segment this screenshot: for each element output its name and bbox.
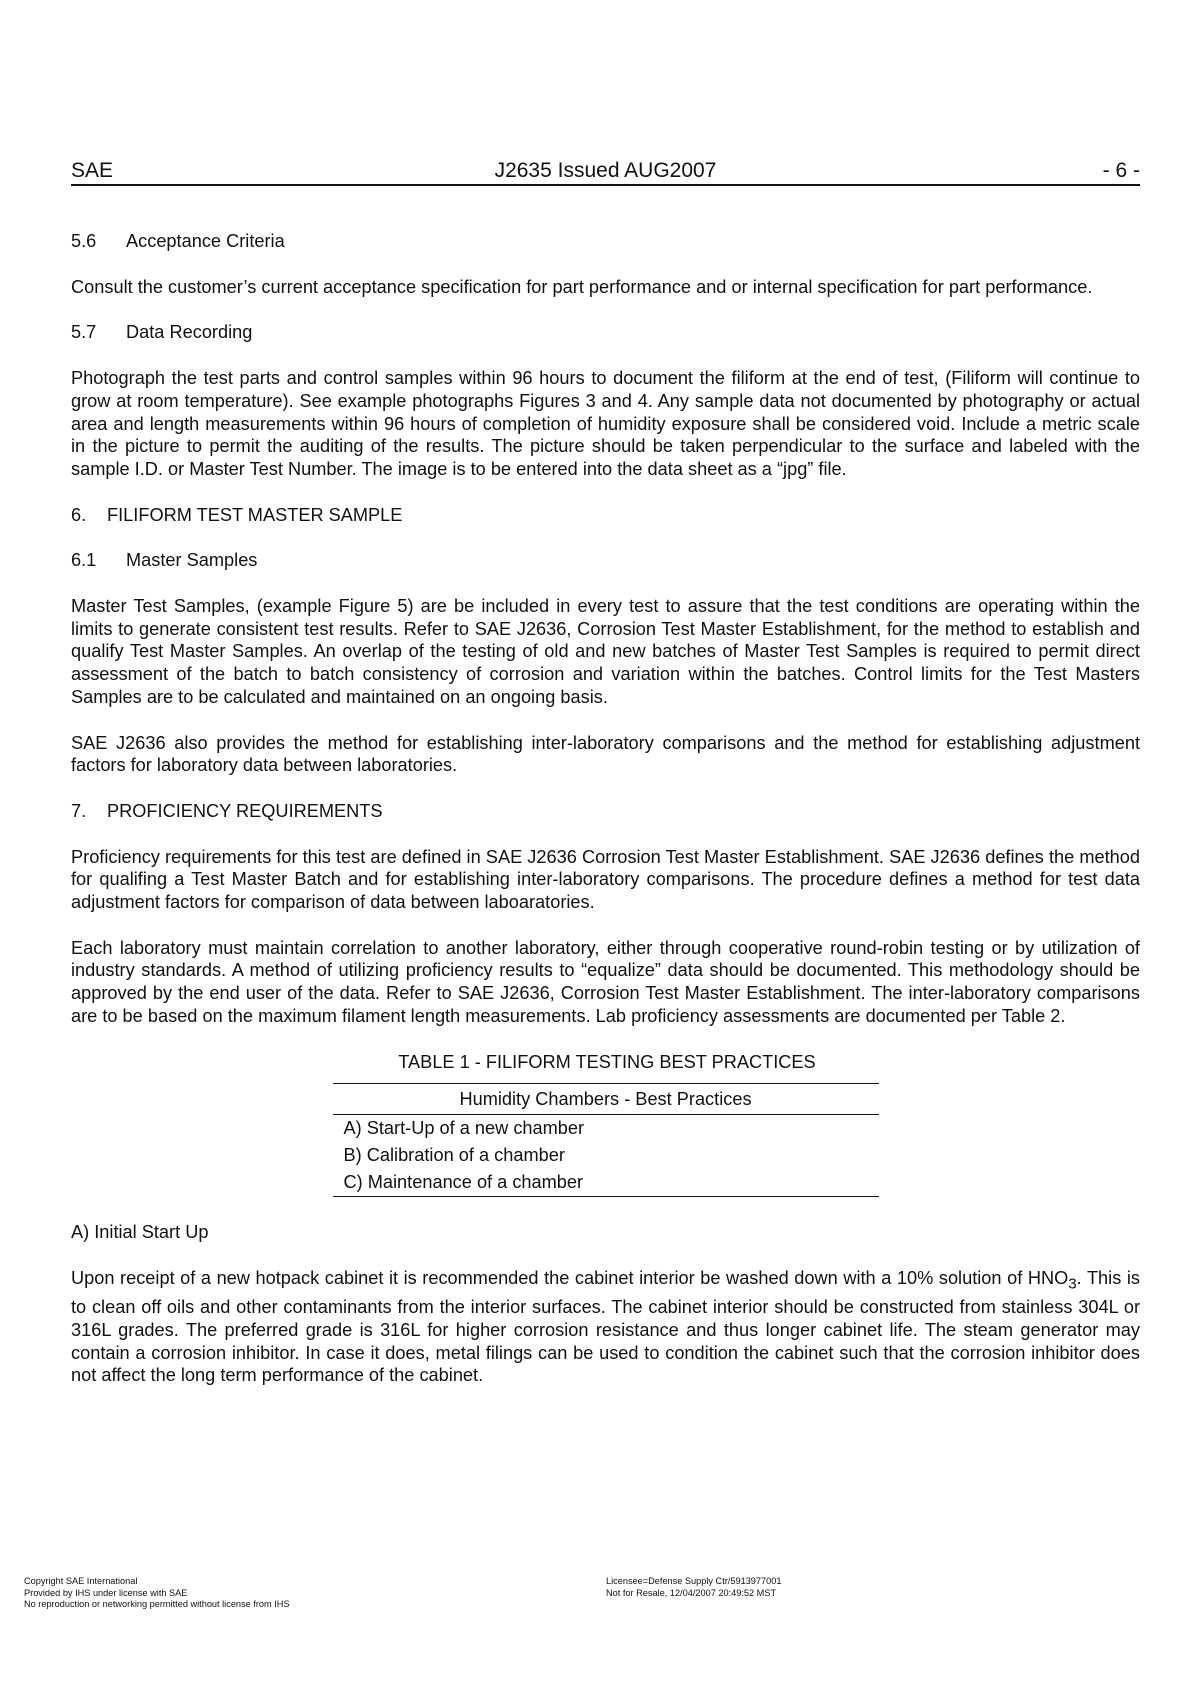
table-row [333,1169,879,1197]
header-org: SAE [71,159,114,182]
paragraph-initial-start-up [71,1267,1140,1387]
section-title: Acceptance Criteria [126,231,285,251]
footer-line: No reproduction or networking permitted without license from IHS [24,1599,290,1609]
section-heading-6-1 [71,549,1140,572]
text-run: . This is to clean off oils and other contaminants from the interior surfaces. The cabinet interior should be constructed from stainless 304L or 316L grades. The preferred grade is 316L for higher corrosion resistance and thus longer cabinet life. The steam generator may contain a corrosion inhibitor. In case it does, metal filings can be used to condition the cabinet such that the corrosion inhibitor does not affect the long term performance of the cabinet. [71,1267,1140,1386]
document-body [71,230,1140,1410]
footer-line: Provided by IHS under license with SAE [24,1587,188,1598]
paragraph-proficiency-2: Each laboratory must maintain correlation to another laboratory, either through cooperative round-robin testing or by utilization of industry standards. A method of utilizing proficiency results to “equalize” data should be documented. This methodology should be approved by the end user of the data. Refer to SAE J2636, Corrosion Test Master Establishment. The inter-laboratory comparisons are to be based on the maximum filament length measurements. Lab proficiency assessments are documented per Table 2. [71,937,1140,1026]
page-header [71,158,1140,186]
subscript: 3 [1068,1275,1077,1293]
section-heading-6 [71,504,1140,527]
section-heading-5-7 [71,321,1140,344]
footer-line: Licensee=Defense Supply Ctr/5913977001 [606,1576,782,1586]
section-number: 7. [71,800,87,821]
paragraph-inter-lab: SAE J2636 also provides the method for establishing inter-laboratory comparisons and the method for establishing adjustment factors for laboratory data between laboratories. [71,732,1140,776]
section-number: 5.6 [71,231,97,251]
table-cell: A) Start-Up of a new chamber [343,1118,585,1139]
table-cell: B) Calibration of a chamber [343,1145,565,1166]
section-number: 6.1 [71,550,97,571]
section-title: Master Samples [126,550,258,571]
section-number: 6. [71,504,87,525]
footer-line: Not for Resale, 12/04/2007 20:49:52 MST [606,1587,777,1598]
best-practices-table [333,1083,879,1197]
paragraph-data-recording: Photograph the test parts and control samples within 96 hours to document the filiform at the end of test, (Filiform will continue to grow at room temperature). See example photographs Figures 3 and 4. Any sample data not documented by photography or actual area and length measurements within 96 hours of completion of humidity exposure shall be considered void. Include a metric scale in the picture to permit the auditing of the results. The picture should be taken perpendicular to the surface and labeled with the sample I.D. or Master Test Number. The image is to be entered into the data sheet as a “jpg” file. [71,368,1140,479]
table-row [333,1115,879,1143]
table-title: TABLE 1 - FILIFORM TESTING BEST PRACTICES [398,1051,816,1072]
paragraph-master-samples: Master Test Samples, (example Figure 5) are be included in every test to assure that the test conditions are operating within the limits to generate consistent test results. Refer to SAE J2636, Corrosion Test Master Establishment, for the method to establish and qualify Test Master Samples. An overlap of the testing of old and new batches of Master Test Samples is required to permit direct assessment of the batch to batch consistency of corrosion and variation within the batches. Control limits for the Test Masters Samples are to be calculated and maintained on an ongoing basis. [71,596,1140,707]
footer-copyright [24,1576,290,1611]
text-run: Upon receipt of a new hotpack cabinet it is recommended the cabinet interior be washed down with a 10% solution of HNO [71,1267,1069,1288]
header-doc-id: J2635 Issued AUG2007 [494,159,717,182]
paragraph-acceptance-criteria: Consult the customer’s current acceptance specification for part performance and or internal specification for part performance. [71,276,1093,297]
table-cell: C) Maintenance of a chamber [333,1169,879,1197]
section-number: 5.7 [71,322,97,343]
section-heading-5-6 [71,230,1140,253]
section-title: PROFICIENCY REQUIREMENTS [107,800,383,821]
footer-line: Copyright SAE International [24,1576,138,1586]
subheading-initial-start-up: A) Initial Start Up [71,1222,209,1243]
header-page-number: - 6 - [1102,159,1140,182]
section-heading-7 [71,800,1140,823]
table-row [333,1142,879,1169]
section-title: FILIFORM TEST MASTER SAMPLE [107,504,403,525]
table-header-cell: Humidity Chambers - Best Practices [333,1084,879,1115]
paragraph-proficiency-1: Proficiency requirements for this test are defined in SAE J2636 Corrosion Test Master Establishment. SAE J2636 defines the method for qualifing a Test Master Batch and for establishing inter-laboratory comparisons. The procedure defines a method for test data adjustment factors for comparison of data between laboaratories. [71,846,1140,913]
section-title: Data Recording [126,322,253,343]
footer-license [606,1576,781,1599]
